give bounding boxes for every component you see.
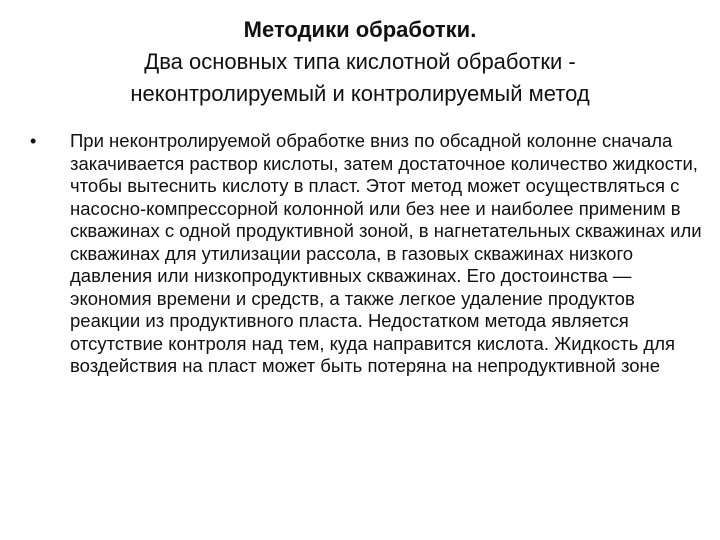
bullet-icon: • [30, 131, 37, 151]
bullet-item [30, 130, 702, 378]
title-line-1: Методики обработки. [243, 17, 477, 42]
slide-content [30, 130, 702, 378]
slide-title [40, 14, 680, 110]
title-line-3: неконтролируемый и контролируемый метод [130, 81, 590, 106]
title-line-2: Два основных типа кислотной обработки - [144, 49, 576, 74]
bullet-text: При неконтролируемой обработке вниз по обсадной колонне сначала закачивается раствор кислоты, затем достаточное количество жидкости, чтобы вытеснить кислоту в пласт. Этот метод может осуществляться с насосно-компрессорной колонной или без нее и наиболее применим в скважинах с одной продуктивной зоной, в нагнетательных скважинах или скважинах для утилизации рассола, в газовых скважинах низкого давления или низкопродуктивных скважинах. Его достоинства — экономия времени и средств, а также легкое удаление продуктов реакции из продуктивного пласта. Недостатком метода является отсутствие контроля над тем, куда направится кислота. Жидкость для воздействия на пласт может быть потеряна на непродуктивной зоне [70, 130, 702, 376]
